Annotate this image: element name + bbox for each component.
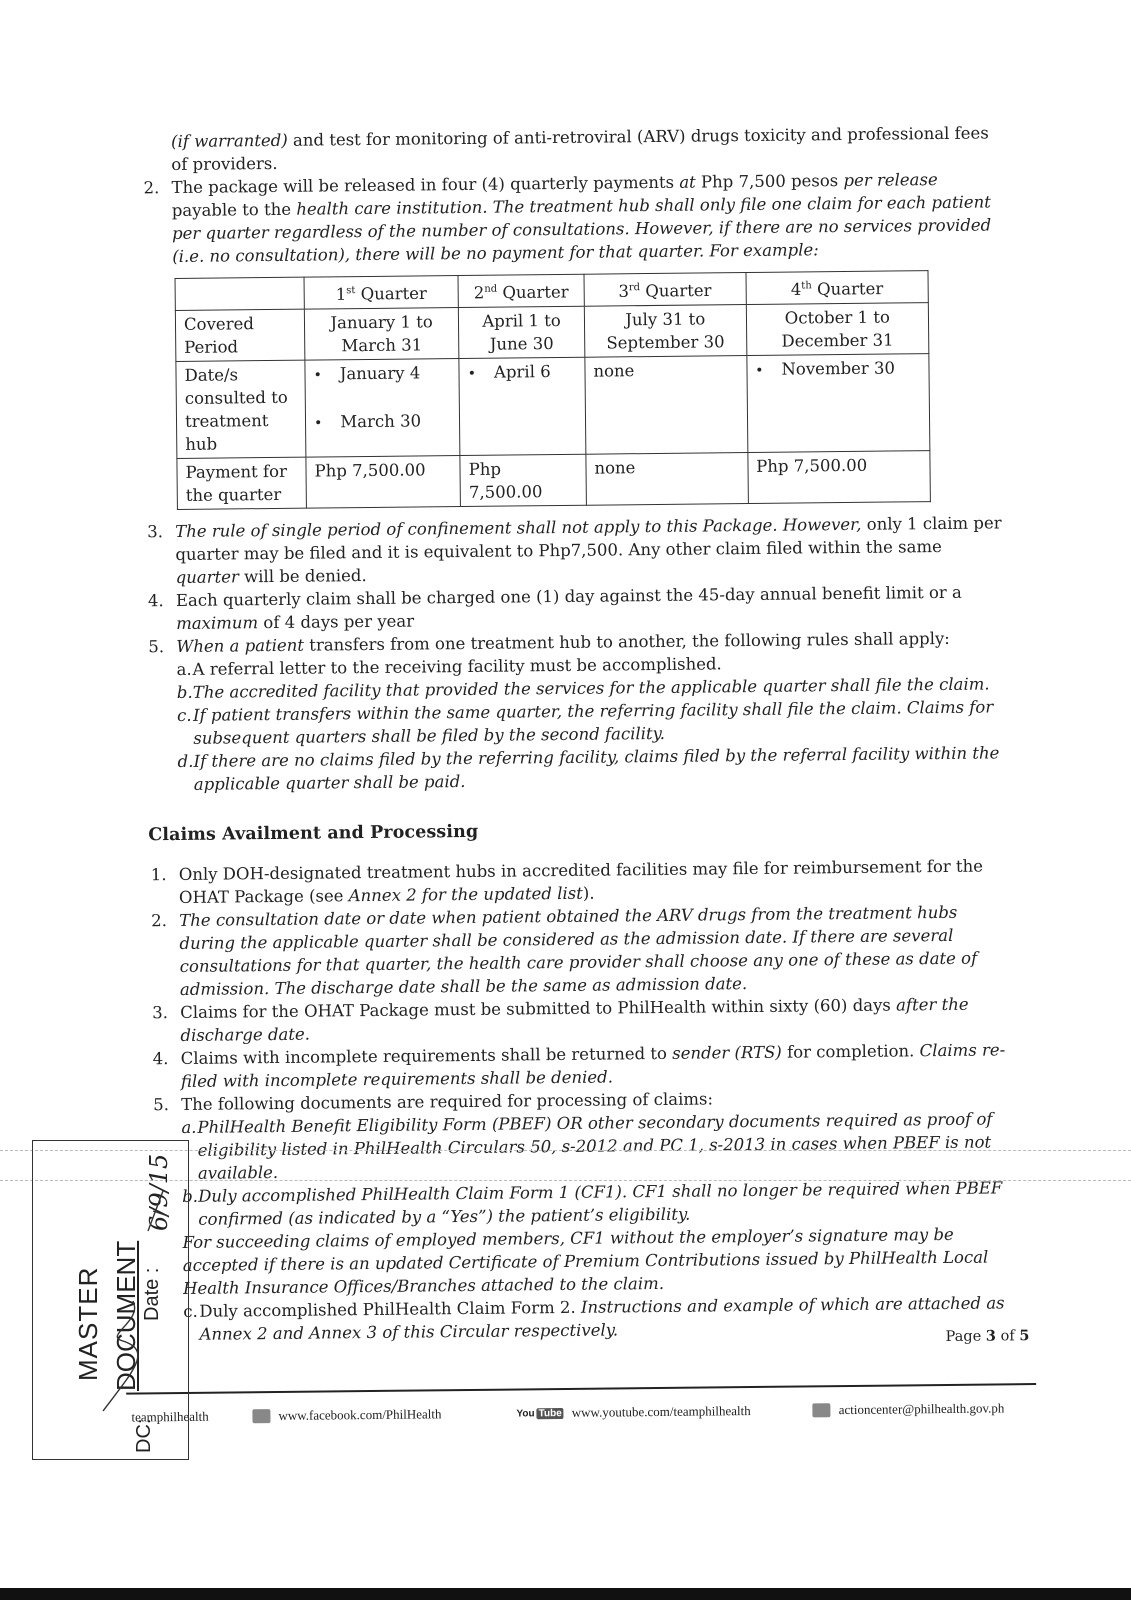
page-number: Page 3 of 5 [945,1327,1030,1345]
sub-text: Duly accomplished PhilHealth Claim Form 1 (CF1). CF1 shall no longer be required when PBEF confirmed (as indicated by a “Yes”) the patient’s eligibility. [198,1177,1003,1229]
sub-text: If patient transfers within the same quarter, the referring facility shall file the claim. Claims for subsequent quarters shall be filed by the second facility. [192,696,994,748]
sub-letter: d. [177,751,194,771]
sub-text: PhilHealth Benefit Eligibility Form (PBEF) OR other secondary documents required as proof of eligibility listed in PhilHealth Circulars 50, s-2012 and PC 1, s-2013 in cases when PBEF is not available. [197,1108,993,1183]
stamp-document: DOCUMENT [111,1240,141,1391]
item-number: 3. [147,521,164,541]
sub-item-d [177,741,1009,796]
footer-email-link[interactable]: actioncenter@philhealth.gov.ph [838,1400,1005,1418]
table-header-q2: 2nd Quarter [458,274,584,307]
row-label-covered-period: Covered Period [175,309,305,361]
list-item-5 [148,626,1010,796]
item-text: Only DOH-designated treatment hubs in accredited facilities may file for reimbursement for the OHAT Package (see [178,856,984,907]
sub-text: A referral letter to the receiving facility must be accomplished. [192,653,722,679]
table-header-q3: 3rd Quarter [584,273,746,306]
doc-item-b-note: For succeeding claims of employed members, CF1 without the employer’s signature may be accepted if there is an updated Certificate of Premium Contributions issued by PhilHealth Local Health Insurance Offices/Branches attached to the claim. [182,1224,989,1298]
item-number: 5. [148,636,165,656]
sub-text: Duly accomplished PhilHealth Claim Form 2. [199,1297,582,1321]
item4-text: Each quarterly claim shall be charged one (1) day against the 45-day annual benefit limit or a [175,582,962,610]
item3-italic: The rule of single period of confinement shall not apply to this Package. However, [175,514,862,541]
table-cell [305,358,460,457]
bullet-date: • November 30 [755,356,921,383]
item-italic: sender (RTS) [672,1042,782,1063]
stamp-master: MASTER [73,1266,103,1381]
item-italic: Annex 2 for the updated list [348,883,583,905]
table-row [176,353,930,458]
table-cell: none [585,355,748,454]
table-cell: Php 7,500.00 [460,454,586,506]
intro-text: and test for monitoring of anti-retroviral (ARV) drugs toxicity and professional fees of providers. [171,123,989,175]
footer-twitter[interactable]: teamphilhealth [131,1408,209,1425]
item2-text: The package will be released in four (4) quarterly payments [171,172,680,198]
table-cell: Php 7,500.00 [306,455,461,508]
bullet-date: • March 30 [314,409,451,435]
sub-letter: a. [176,659,192,679]
item-end: ). [582,883,595,903]
item2-at: at [679,172,696,192]
bullet-date: • January 4 [313,361,450,387]
table-header-q4: 4th Quarter [746,271,929,304]
table-row [175,302,928,361]
item5-italic: When a patient [176,635,305,656]
item-text: The consultation date or date when patient obtained the ARV drugs from the treatment hubs during the applicable quarter shall be considered as the admission date. If there are several consultations for that quarter, the health care provider shall choose any one of these as date of admission. The discharge date shall be the same as admission date. [179,902,978,999]
footer-divider [126,1383,1036,1394]
doc-item-a [181,1107,1014,1185]
doc-item-c [183,1291,1015,1346]
section-heading: Claims Availment and Processing [148,821,479,845]
quarterly-payment-table [175,270,931,509]
table-cell: October 1 to December 31 [746,302,929,355]
table-cell: April 1 to June 30 [459,306,585,358]
item-number: 2. [151,910,168,930]
item4-maximum: maximum [176,612,259,633]
stamp-dc-label: DC: [133,1418,155,1453]
sub-letter: b. [182,1186,199,1206]
list-item-2 [143,167,1004,268]
item2-amount: Php 7,500 pesos [695,170,844,192]
bullet-date: • April 6 [468,359,577,385]
footer-facebook-link[interactable]: www.facebook.com/PhilHealth [278,1406,442,1423]
intro-italic: (if warranted) [170,130,288,152]
sub-text: If there are no claims filed by the referring facility, claims filed by the referral facility within the applicable quarter shall be paid. [193,742,1000,794]
sub-letter: c. [183,1301,198,1321]
computer-icon [813,1403,831,1417]
item3-quarter: quarter [175,566,239,587]
item3-text: only 1 claim per quarter may be filed and it is equivalent to Php7,500. Any other claim filed within the same [175,512,1002,564]
table-cell: Php 7,500.00 [748,450,931,503]
table-row [177,450,930,509]
item-text: Claims with incomplete requirements shall be returned to [180,1043,673,1068]
youtube-icon: You Tube [516,1407,562,1419]
signature-icon [93,1171,173,1421]
item2-text-c: payable to the [171,199,297,221]
item4-end: of 4 days per year [258,611,415,632]
sub-letter: c. [176,705,192,725]
list-item-3 [147,511,1008,589]
table-cell: January 1 to March 31 [304,307,459,360]
item-end: for completion. [781,1040,920,1062]
row-label-payment: Payment for the quarter [177,457,307,509]
item3-end: will be denied. [238,565,367,586]
page-content [143,121,1016,1345]
sub-text: The accredited facility that provided the services for the applicable quarter shall file the claim. [192,673,990,702]
table-header-q1: 1st Quarter [304,276,459,309]
table-cell: July 31 to September 30 [584,304,746,357]
table-cell: none [586,452,748,505]
item2-per-release: per release [843,170,938,190]
table-cell [747,353,930,452]
scan-bottom-edge [0,1588,1131,1600]
item5-text: transfers from one treatment hub to another, the following rules shall apply: [303,628,950,655]
claims-item-2 [151,900,1012,1001]
item-number: 3. [152,1002,169,1022]
stamp-date-label: Date : [141,1267,163,1321]
footer [131,1400,1041,1426]
sub-italic: Instructions and example of which are attached as Annex 2 and Annex 3 of this Circular respectively. [199,1292,1005,1344]
item-number: 4. [147,590,164,610]
item-italic: Claims re-filed with incomplete requirements shall be denied. [180,1039,1006,1091]
table-cell [459,357,586,455]
item-text: Claims for the OHAT Package must be submitted to PhilHealth within sixty (60) days [180,994,897,1022]
item2-italic: health care institution. The treatment hub shall only file one claim for each patient per quarter regardless of the number of consultations. However, if there are no services provided (i.e. no consultation), there will be no payment for that quarter. For example: [171,192,992,267]
row-label-dates-consulted: Date/s consulted to treatment hub [176,360,306,458]
item-text: The following documents are required for processing of claims: [181,1088,714,1114]
item-italic: after the discharge date. [180,994,969,1045]
claims-item-5 [153,1084,1016,1346]
item-number: 2. [143,178,160,198]
facebook-icon [252,1409,270,1423]
doc-item-b [182,1176,1014,1231]
stamp-date-value: 6/9/15 [145,1153,173,1231]
master-document-stamp [32,1140,189,1460]
item-number: 5. [153,1094,170,1114]
item-number: 1. [150,864,167,884]
item-number: 4. [152,1048,169,1068]
footer-youtube-link[interactable]: www.youtube.com/teamphilhealth [571,1403,751,1420]
sub-letter: a. [181,1117,197,1137]
sub-letter: b. [176,682,193,702]
table-header-empty [175,277,304,310]
